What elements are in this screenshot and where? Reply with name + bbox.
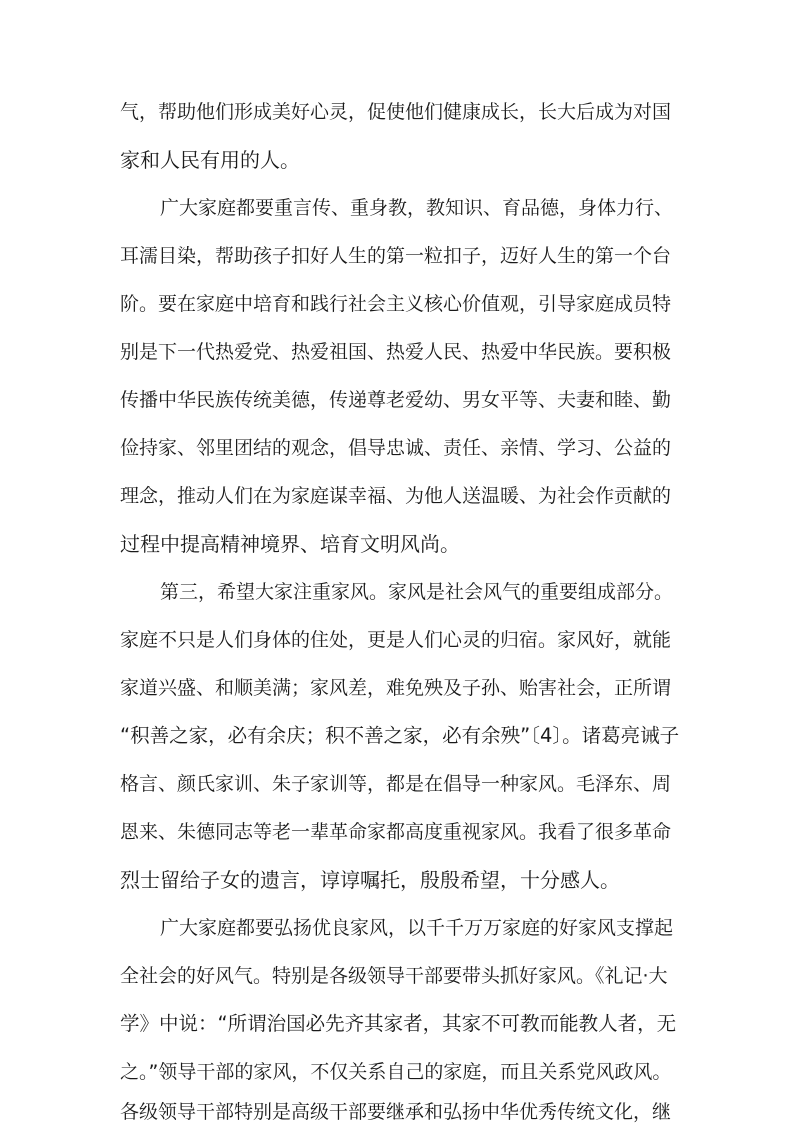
text-line: 俭持家、邻里团结的观念，倡导忠诚、责任、亲情、学习、公益的 [120,437,672,459]
text-line: 过程中提高精神境界、培育文明风尚。 [120,532,460,556]
text-line: 恩来、朱德同志等老一辈革命家都高度重视家风。我看了很多革命 [120,821,672,843]
text-line: 之。”领导干部的家风，不仅关系自己的家庭，而且关系党风政风。 [120,1061,672,1083]
text-line: 各级领导干部特别是高级干部要继承和弘扬中华优秀传统文化，继 [120,1101,672,1123]
text-line: 家庭不只是人们身体的住处，更是人们心灵的归宿。家风好，就能 [120,629,672,651]
text-line: 别是下一代热爱党、热爱祖国、热爱人民、热爱中华民族。要积极 [120,341,672,363]
text-line: 学》中说：“所谓治国必先齐其家者，其家不可教而能教人者，无 [120,1012,677,1035]
text-line: 耳濡目染，帮助孩子扣好人生的第一粒扣子，迈好人生的第一个台 [120,245,672,267]
paragraph-start: 广大家庭都要重言传、重身教，教知识、育品德，身体力行、 [160,197,674,219]
text-line: “积善之家，必有余庆；积不善之家，必有余殃”〔4〕。诸葛亮诫子 [120,724,680,747]
paragraph-start: 广大家庭都要弘扬优良家风，以千千万万家庭的好家风支撑起 [160,917,674,939]
text-line: 阶。要在家庭中培育和践行社会主义核心价值观，引导家庭成员特 [120,293,672,315]
text-line: 气，帮助他们形成美好心灵，促使他们健康成长，长大后成为对国 [120,101,672,123]
text-line: 格言、颜氏家训、朱子家训等，都是在倡导一种家风。毛泽东、周 [120,773,672,795]
text-line: 全社会的好风气。特别是各级领导干部要带头抓好家风。《礼记·大 [120,965,668,987]
text-line: 理念，推动人们在为家庭谋幸福、为他人送温暖、为社会作贡献的 [120,485,672,507]
text-line: 烈士留给子女的遗言，谆谆嘱托，殷殷希望，十分感人。 [120,868,620,892]
text-line: 传播中华民族传统美德，传递尊老爱幼、男女平等、夫妻和睦、勤 [120,389,672,411]
text-line: 家道兴盛、和顺美满；家风差，难免殃及子孙、贻害社会，正所谓 [120,677,672,699]
text-line: 家和人民有用的人。 [120,148,300,172]
paragraph-start: 第三，希望大家注重家风。家风是社会风气的重要组成部分。 [160,581,674,603]
